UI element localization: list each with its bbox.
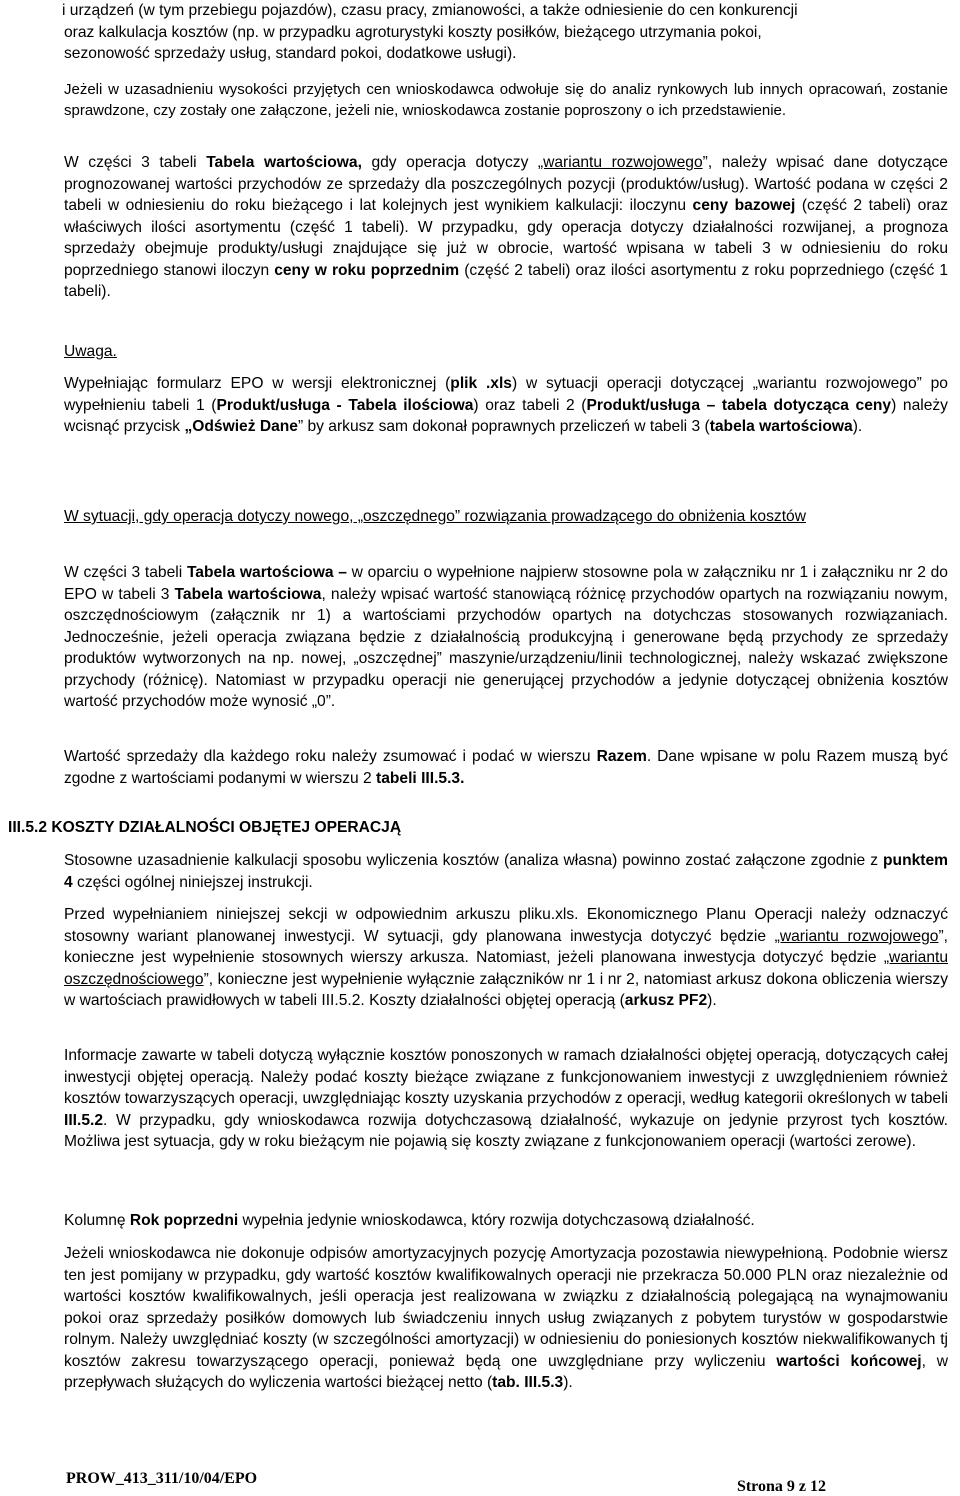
- footer-document-code: PROW_413_311/10/04/EPO: [66, 1470, 258, 1487]
- text-line: oraz kalkulacja kosztów (np. w przypadku agroturystyki koszty posiłków, bieżącego utrzymania pokoi,: [64, 23, 762, 41]
- section-heading: III.5.2 KOSZTY DZIAŁALNOŚCI OBJĘTEJ OPERACJĄ: [8, 819, 402, 836]
- paragraph-tabela-wartosciowa: [64, 152, 948, 303]
- paragraph-text: Kolumnę Rok poprzedni wypełnia jedynie wnioskodawca, który rozwija dotychczasową działalność.: [64, 1212, 755, 1229]
- text-line: i urządzeń (w tym przebiegu pojazdów), czasu pracy, zmianowości, a także odniesienie do cen konkurencji: [62, 2, 798, 19]
- section-title-oszczedne: W sytuacji, gdy operacja dotyczy nowego, „oszczędnego” rozwiązania prowadzącego do obniżenia kosztów: [64, 508, 806, 525]
- paragraph-wariant: [64, 904, 948, 1012]
- uwaga-label: Uwaga.: [64, 343, 117, 360]
- paragraph-text: Wartość sprzedaży dla każdego roku należy zsumować i podać w wierszu Razem. Dane wpisane w polu Razem muszą być zgodne z wartościami podanymi w wierszu 2 tabeli III.5.3.: [64, 748, 948, 787]
- paragraph-razem: [64, 746, 948, 789]
- paragraph-text: W części 3 tabeli Tabela wartościowa, gdy operacja dotyczy „wariantu rozwojowego”, należy wpisać dane dotyczące prognozowanej wartości przychodów ze sprzedaży dla poszczególnych pozycji (produktów/usług). Wartość podana w części 2 tabeli w odniesieniu do roku bieżącego i lat kolejnych jest wynikiem kalkulacji: iloczynu ceny bazowej (część 2 tabeli) oraz właściwych ilości asortymentu (część 1 tabeli). W przypadku, gdy operacja dotyczy działalności rozwijanej, a prognoza sprzedaży obejmuje produkty/usługi znajdujące się już w obrocie, wartość wpisana w tabeli 3 w odniesieniu do roku poprzedniego stanowi iloczyn ceny w roku poprzednim (część 2 tabeli) oraz ilości asortymentu z roku poprzedniego (część 1 tabeli).: [64, 154, 949, 300]
- paragraph-text: Jeżeli w uzasadnieniu wysokości przyjętych cen wnioskodawca odwołuje się do analiz rynkowych lub innych opracowań, zostanie sprawdzone, czy zostały one załączone, jeżeli nie, wnioskodawca zostanie poproszony o ich przedstawienie.: [64, 81, 948, 120]
- paragraph-text: Informacje zawarte w tabeli dotyczą wyłącznie kosztów ponoszonych w ramach działalności objętej operacją, dotyczących całej inwestycji objętej operacją. Należy podać koszty bieżące związane z funkcjonowaniem inwestycji z uwzględnieniem również kosztów towarzyszących operacji, uwzględniając koszty uzyskania przychodów z operacji, według kategorii określonych w tabeli III.5.2. W przypadku, gdy wnioskodawca rozwija dotychczasową działalność, wykazuje on jedynie przyrost tych kosztów. Możliwa jest sytuacja, gdy w roku bieżącym nie pojawią się koszty związane z funkcjonowaniem operacji (wartości zerowe).: [64, 1047, 948, 1150]
- paragraph-text: Przed wypełnianiem niniejszej sekcji w odpowiednim arkuszu pliku.xls. Ekonomicznego Planu Operacji należy odznaczyć stosowny wariant planowanej inwestycji. W sytuacji, gdy planowana inwestycja dotyczyć będzie „wariantu rozwojowego”, konieczne jest wypełnienie stosownych wierszy arkusza. Natomiast, jeżeli planowana inwestycja dotyczyć będzie „wariantu oszczędnościowego”, konieczne jest wypełnienie wyłącznie załączników nr 1 i nr 2, natomiast arkusz dokona obliczenia wierszy w wartościach prawidłowych w tabeli III.5.2. Koszty działalności objętej operacją (arkusz PF2).: [64, 906, 948, 1009]
- paragraph-uzasadnienie: [64, 850, 948, 893]
- footer-page-number: Strona 9 z 12: [736, 1478, 826, 1495]
- paragraph-rok-poprzedni: [64, 1210, 948, 1232]
- paragraph-analizy: [64, 79, 948, 121]
- paragraph-plik-xls: [64, 373, 948, 438]
- paragraph-text: W części 3 tabeli Tabela wartościowa – w oparciu o wypełnione najpierw stosowne pola w załączniku nr 1 i załączniku nr 2 do EPO w tabeli 3 Tabela wartościowa, należy wpisać wartość stanowiącą różnicę przychodów opartych na rozwiązaniu nowym, oszczędnościowym (załącznik nr 1) a wartościami przychodów opartych na dotychczas stosowanych rozwiązaniach. Jednocześnie, jeżeli operacja związana będzie z działalnością produkcyjną i generowane będą przychody ze sprzedaży produktów wytworzonych na np. nowej, „oszczędnej” maszynie/urządzeniu/linii technologicznej, należy wskazać zwiększone przychody (różnicę). Natomiast w przypadku operacji nie generującej przychodów a jedynie dotyczącej obniżenia kosztów wartość przychodów może wynosić „0”.: [64, 564, 948, 710]
- paragraph-informacje: [64, 1045, 948, 1153]
- continued-paragraph: [64, 0, 948, 65]
- paragraph-text: Jeżeli wnioskodawca nie dokonuje odpisów amortyzacyjnych pozycję Amortyzacja pozostawia niewypełnioną. Podobnie wiersz ten jest pomijany w przypadku, gdy wartość kosztów kwalifikowalnych operacji nie przekracza 50.000 PLN oraz niezależnie od wartości kosztów kwalifikowalnych, jeśli operacja jest realizowana w związku z działalnością polegającą na wynajmowaniu pokoi oraz sprzedaży posiłków domowych lub świadczeniu innych usług związanych z pobytem turystów w gospodarstwie rolnym. Należy uwzględniać koszty (w szczególności amortyzacji) w odniesieniu do poniesionych kosztów niekwalifikowanych tj kosztów zakresu towarzyszącego operacji, ponieważ będą one uwzględniane przy wyliczeniu wartości końcowej, w przepływach służących do wyliczenia wartości bieżącej netto (tab. III.5.3).: [64, 1245, 948, 1391]
- paragraph-text: Stosowne uzasadnienie kalkulacji sposobu wyliczenia kosztów (analiza własna) powinno zostać załączone zgodnie z punktem 4 części ogólnej niniejszej instrukcji.: [64, 852, 948, 891]
- paragraph-roznica-przychodow: [64, 562, 948, 713]
- text-line: sezonowość sprzedaży usług, standard pokoi, dodatkowe usługi).: [64, 45, 517, 62]
- paragraph-text: Wypełniając formularz EPO w wersji elektronicznej (plik .xls) w sytuacji operacji dotyczącej „wariantu rozwojowego” po wypełnieniu tabeli 1 (Produkt/usługa - Tabela ilościowa) oraz tabeli 2 (Produkt/usługa – tabela dotycząca ceny) należy wcisnąć przycisk „Odśwież Dane” by arkusz sam dokonał poprawnych przeliczeń w tabeli 3 (tabela wartościowa).: [64, 375, 948, 435]
- paragraph-amortyzacja: [64, 1243, 948, 1394]
